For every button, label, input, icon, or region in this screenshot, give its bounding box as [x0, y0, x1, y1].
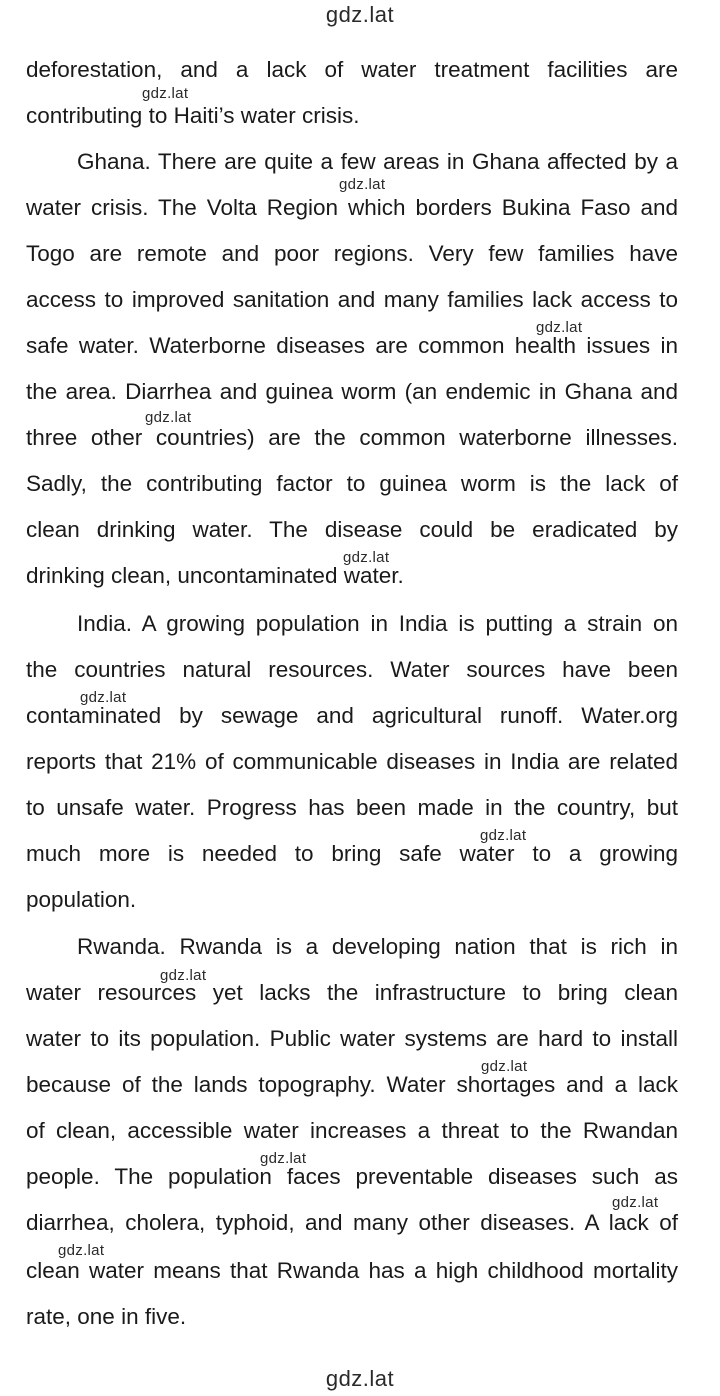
- text-line: people. The population faces preventable diseases such as: [26, 1164, 678, 1189]
- site-header-watermark: gdz.lat: [325, 2, 395, 27]
- text-line: India. A growing population in India is putting a strain on: [77, 611, 678, 636]
- text-line: contaminated by sewage and agricultural runoff. Water.org: [26, 703, 678, 728]
- site-footer-watermark: gdz.lat: [325, 1366, 395, 1391]
- text-line: safe water. Waterborne diseases are common health issues in: [26, 333, 678, 358]
- text-line: reports that 21% of communicable diseases in India are related: [26, 749, 678, 774]
- text-line: deforestation, and a lack of water treatment facilities are: [26, 57, 678, 82]
- watermark-text: gdz.lat: [536, 319, 583, 336]
- text-line: water to its population. Public water systems are hard to install: [26, 1026, 678, 1051]
- text-line: Sadly, the contributing factor to guinea worm is the lack of: [26, 471, 678, 496]
- text-line: clean water means that Rwanda has a high childhood mortality: [26, 1258, 678, 1283]
- text-line: three other countries) are the common waterborne illnesses.: [26, 425, 678, 450]
- watermark-text: gdz.lat: [343, 549, 390, 566]
- text-line: access to improved sanitation and many families lack access to: [26, 287, 678, 312]
- text-line: to unsafe water. Progress has been made in the country, but: [26, 795, 678, 820]
- text-line: water resources yet lacks the infrastructure to bring clean: [26, 980, 678, 1005]
- text-line: water crisis. The Volta Region which borders Bukina Faso and: [26, 195, 678, 220]
- text-line: drinking clean, uncontaminated water.: [26, 563, 404, 588]
- watermark-text: gdz.lat: [142, 85, 189, 102]
- text-line: clean drinking water. The disease could be eradicated by: [26, 517, 678, 542]
- text-line: Togo are remote and poor regions. Very few families have: [26, 241, 678, 266]
- text-line: diarrhea, cholera, typhoid, and many other diseases. A lack of: [26, 1210, 678, 1235]
- text-line: rate, one in five.: [26, 1304, 187, 1329]
- watermark-text: gdz.lat: [80, 689, 127, 706]
- watermark-text: gdz.lat: [481, 1058, 528, 1075]
- text-line: of clean, accessible water increases a threat to the Rwandan: [26, 1118, 678, 1143]
- watermark-text: gdz.lat: [145, 409, 192, 426]
- text-line: contributing to Haiti’s water crisis.: [26, 103, 360, 128]
- watermark-text: gdz.lat: [58, 1242, 105, 1259]
- text-line: population.: [26, 887, 137, 912]
- watermark-text: gdz.lat: [480, 827, 527, 844]
- watermark-text: gdz.lat: [612, 1194, 659, 1211]
- text-line: because of the lands topography. Water shortages and a lack: [26, 1072, 678, 1097]
- watermark-text: gdz.lat: [160, 967, 207, 984]
- watermark-text: gdz.lat: [339, 176, 386, 193]
- text-line: the area. Diarrhea and guinea worm (an endemic in Ghana and: [26, 379, 678, 404]
- text-line: Ghana. There are quite a few areas in Ghana affected by a: [77, 149, 678, 174]
- text-line: Rwanda. Rwanda is a developing nation that is rich in: [77, 934, 678, 959]
- text-line: the countries natural resources. Water sources have been: [26, 657, 678, 682]
- text-line: much more is needed to bring safe water to a growing: [26, 841, 678, 866]
- watermark-text: gdz.lat: [260, 1150, 307, 1167]
